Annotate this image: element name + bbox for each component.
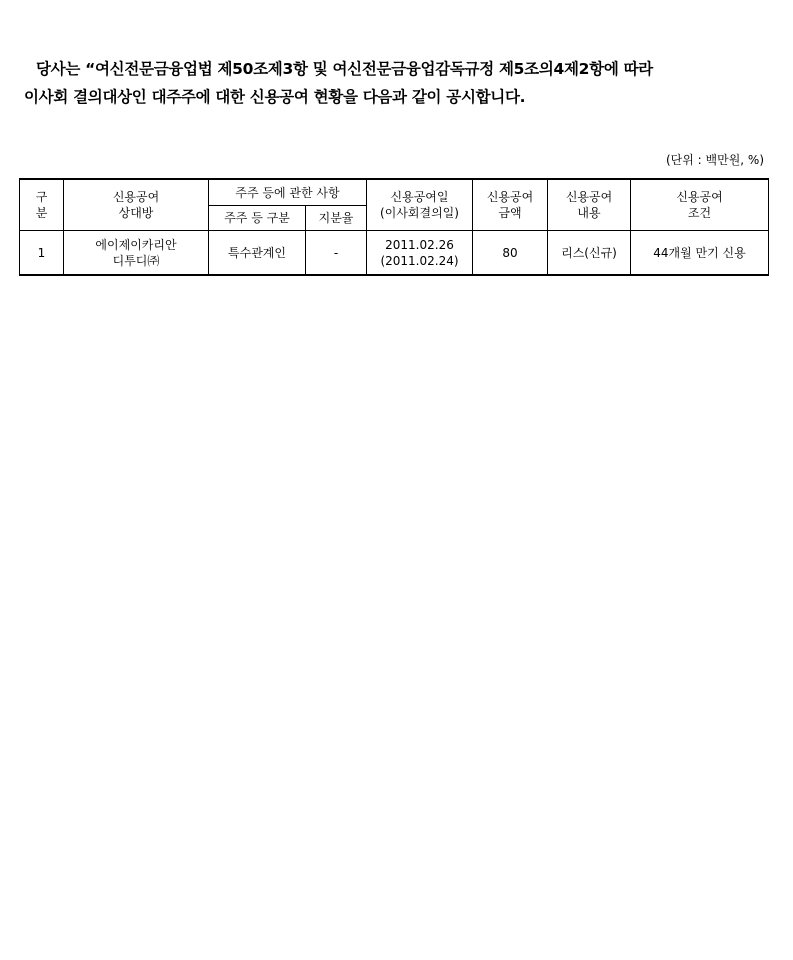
header-amount-line-1: 신용공여 [486, 190, 534, 204]
cell-shareholder-type: 특수관계인 [209, 231, 306, 276]
header-date [367, 179, 473, 231]
header-content-line-2: 내용 [577, 206, 601, 220]
header-counterparty-line-2: 상대방 [118, 206, 154, 220]
header-share-ratio: 지분율 [306, 206, 367, 231]
header-no-line-2: 분 [35, 206, 48, 220]
header-shareholder-group: 주주 등에 관한 사항 [209, 179, 367, 206]
header-date-line-2: (이사회결의일) [380, 206, 459, 220]
cell-date-line-2: (2011.02.24) [380, 253, 459, 268]
cell-counterparty-line-1: 에이제이카리안 [95, 237, 177, 252]
cell-date [367, 231, 473, 276]
header-no-line-1: 구 [35, 190, 48, 204]
header-amount-line-2: 금액 [498, 206, 522, 220]
header-counterparty-line-1: 신용공여 [112, 190, 160, 204]
header-terms [631, 179, 769, 231]
header-amount [473, 179, 548, 231]
intro-line-1: 당사는 “여신전문금융업법 제50조제3항 및 여신전문금융업감독규정 제5조의4제2항에 따라 [36, 60, 653, 78]
credit-table [19, 178, 769, 276]
intro-line-2: 이사회 결의대상인 대주주에 대한 신용공여 현황을 다음과 같이 공시합니다. [24, 88, 526, 106]
cell-counterparty [64, 231, 209, 276]
header-content [548, 179, 631, 231]
header-date-line-1: 신용공여일 [390, 190, 449, 204]
header-counterparty [64, 179, 209, 231]
cell-counterparty-line-2: 디투디㈜ [112, 253, 160, 268]
cell-content: 리스(신규) [548, 231, 631, 276]
cell-amount: 80 [473, 231, 548, 276]
cell-date-line-1: 2011.02.26 [385, 237, 454, 252]
cell-terms: 44개월 만기 신용 [631, 231, 769, 276]
disclosure-intro [24, 55, 769, 111]
header-content-line-1: 신용공여 [565, 190, 613, 204]
cell-no: 1 [20, 231, 64, 276]
header-terms-line-2: 조건 [687, 206, 712, 220]
header-terms-line-1: 신용공여 [676, 190, 723, 204]
cell-share-ratio: - [306, 231, 367, 276]
unit-note: (단위 : 백만원, %) [665, 153, 764, 167]
header-no [20, 179, 64, 231]
table-row [20, 231, 769, 276]
header-shareholder-type: 주주 등 구분 [209, 206, 306, 231]
